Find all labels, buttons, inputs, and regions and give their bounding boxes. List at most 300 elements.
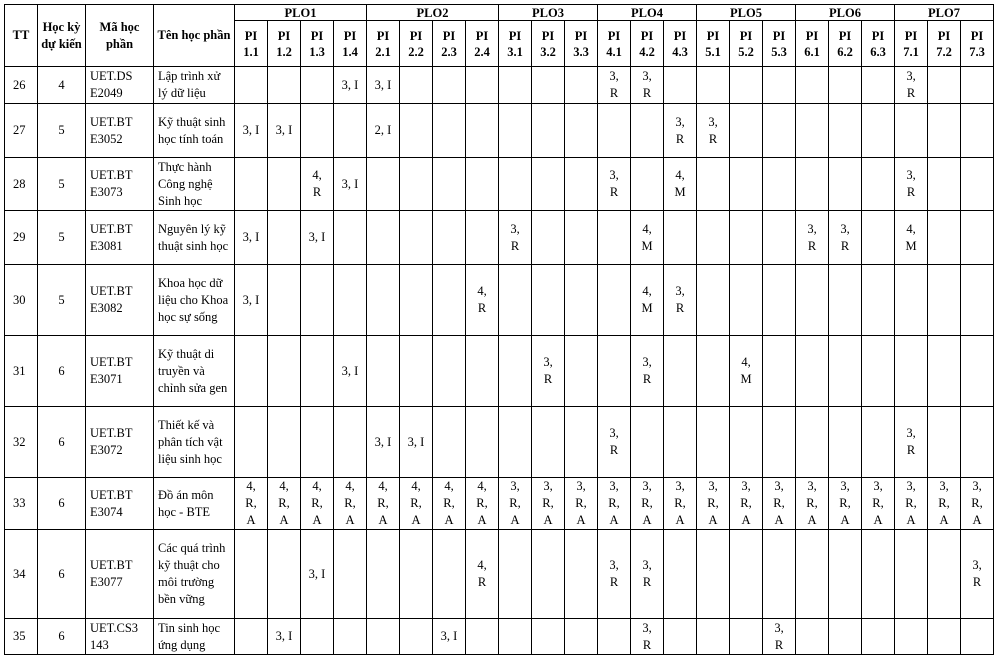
header-pi: PI 6.3: [862, 21, 895, 67]
row-semester: 6: [38, 336, 86, 407]
row-pi-mark: 3, I: [334, 67, 367, 104]
row-pi-mark: [301, 407, 334, 478]
row-pi-mark: [565, 104, 598, 158]
header-plo-group: PLO2: [367, 5, 499, 21]
row-pi-mark: 3, R: [895, 158, 928, 211]
row-pi-mark: [433, 104, 466, 158]
row-pi-mark: [268, 158, 301, 211]
row-pi-mark: [961, 265, 994, 336]
header-code: Mã học phần: [86, 5, 154, 67]
row-pi-mark: [367, 158, 400, 211]
table-row: [5, 407, 994, 478]
row-pi-mark: [466, 158, 499, 211]
row-pi-mark: [862, 407, 895, 478]
row-pi-mark: 4, M: [730, 336, 763, 407]
row-pi-mark: [763, 265, 796, 336]
row-pi-mark: 3, I: [301, 530, 334, 619]
row-pi-mark: [961, 67, 994, 104]
row-pi-mark: 3, R, A: [895, 478, 928, 530]
row-pi-mark: [235, 619, 268, 655]
header-pi: PI 4.1: [598, 21, 631, 67]
row-pi-mark: [466, 104, 499, 158]
row-pi-mark: 3, I: [268, 104, 301, 158]
row-pi-mark: [466, 336, 499, 407]
row-course-code: UET.BT E3082: [86, 265, 154, 336]
curriculum-matrix-table: [4, 4, 994, 655]
row-pi-mark: [796, 530, 829, 619]
header-pi: PI 5.2: [730, 21, 763, 67]
row-tt: 29: [5, 211, 38, 265]
row-pi-mark: [532, 407, 565, 478]
row-pi-mark: [367, 619, 400, 655]
row-tt: 28: [5, 158, 38, 211]
row-pi-mark: [730, 158, 763, 211]
row-pi-mark: 3, R: [631, 530, 664, 619]
row-pi-mark: 3, R: [664, 265, 697, 336]
header-plo-group: PLO5: [697, 5, 796, 21]
row-pi-mark: [532, 211, 565, 265]
row-course-code: UET.CS3 143: [86, 619, 154, 655]
row-pi-mark: 3, I: [400, 407, 433, 478]
row-pi-mark: [499, 104, 532, 158]
row-semester: 5: [38, 211, 86, 265]
table-row: [5, 104, 994, 158]
row-pi-mark: 4, R, A: [235, 478, 268, 530]
row-pi-mark: [664, 407, 697, 478]
row-pi-mark: [928, 336, 961, 407]
row-pi-mark: [565, 619, 598, 655]
row-pi-mark: 3, R: [895, 407, 928, 478]
row-pi-mark: [499, 336, 532, 407]
row-pi-mark: [796, 619, 829, 655]
row-pi-mark: [928, 211, 961, 265]
row-pi-mark: [862, 336, 895, 407]
row-pi-mark: 4, R, A: [334, 478, 367, 530]
row-pi-mark: [301, 67, 334, 104]
row-pi-mark: 4, M: [895, 211, 928, 265]
row-pi-mark: 3, R, A: [928, 478, 961, 530]
row-pi-mark: [301, 265, 334, 336]
row-pi-mark: [433, 530, 466, 619]
row-pi-mark: [796, 104, 829, 158]
row-pi-mark: [862, 158, 895, 211]
row-pi-mark: 3, R, A: [730, 478, 763, 530]
row-pi-mark: 3, I: [334, 158, 367, 211]
row-pi-mark: [928, 530, 961, 619]
row-semester: 6: [38, 530, 86, 619]
row-pi-mark: 3, R, A: [961, 478, 994, 530]
row-pi-mark: [532, 619, 565, 655]
row-pi-mark: [961, 104, 994, 158]
row-pi-mark: 3, I: [235, 265, 268, 336]
header-plo-group: PLO4: [598, 5, 697, 21]
header-semester: Học kỳ dự kiến: [38, 5, 86, 67]
row-pi-mark: [433, 158, 466, 211]
row-pi-mark: [862, 619, 895, 655]
row-pi-mark: 4, R: [466, 530, 499, 619]
row-pi-mark: [829, 530, 862, 619]
row-course-code: UET.BT E3081: [86, 211, 154, 265]
row-pi-mark: [895, 265, 928, 336]
row-pi-mark: [334, 211, 367, 265]
header-name: Tên học phần: [154, 5, 235, 67]
row-pi-mark: [961, 211, 994, 265]
row-pi-mark: [235, 158, 268, 211]
row-pi-mark: [961, 158, 994, 211]
row-pi-mark: 3, I: [367, 407, 400, 478]
row-course-name: Các quá trình kỹ thuật cho môi trường bền vững: [154, 530, 235, 619]
row-pi-mark: 3, I: [235, 211, 268, 265]
row-pi-mark: 4, R, A: [367, 478, 400, 530]
header-pi: PI 2.4: [466, 21, 499, 67]
row-pi-mark: 3, R: [598, 530, 631, 619]
row-pi-mark: 3, R: [499, 211, 532, 265]
row-pi-mark: 3, R, A: [565, 478, 598, 530]
row-pi-mark: [433, 265, 466, 336]
row-pi-mark: [400, 530, 433, 619]
header-tt: TT: [5, 5, 38, 67]
row-pi-mark: [565, 67, 598, 104]
row-pi-mark: 3, R, A: [697, 478, 730, 530]
row-pi-mark: [565, 407, 598, 478]
row-pi-mark: 3, R: [895, 67, 928, 104]
row-pi-mark: 3, R, A: [664, 478, 697, 530]
row-pi-mark: 3, I: [334, 336, 367, 407]
row-pi-mark: [730, 104, 763, 158]
row-semester: 5: [38, 265, 86, 336]
row-pi-mark: [697, 530, 730, 619]
row-pi-mark: 3, R: [829, 211, 862, 265]
row-pi-mark: [499, 67, 532, 104]
row-pi-mark: [565, 336, 598, 407]
table-header: [5, 5, 994, 67]
row-pi-mark: [697, 265, 730, 336]
row-pi-mark: [763, 158, 796, 211]
table-row: [5, 336, 994, 407]
row-pi-mark: 4, M: [631, 265, 664, 336]
row-pi-mark: [730, 619, 763, 655]
row-pi-mark: [598, 104, 631, 158]
row-pi-mark: [532, 265, 565, 336]
row-pi-mark: [400, 104, 433, 158]
header-pi: PI 1.2: [268, 21, 301, 67]
row-pi-mark: 3, R, A: [499, 478, 532, 530]
row-course-code: UET.BT E3073: [86, 158, 154, 211]
row-pi-mark: 3, R: [598, 158, 631, 211]
row-pi-mark: [367, 530, 400, 619]
row-pi-mark: [928, 265, 961, 336]
row-pi-mark: [697, 158, 730, 211]
row-pi-mark: [598, 619, 631, 655]
row-pi-mark: 3, R, A: [796, 478, 829, 530]
header-pi: PI 2.1: [367, 21, 400, 67]
row-pi-mark: [334, 619, 367, 655]
row-pi-mark: [367, 211, 400, 265]
row-tt: 32: [5, 407, 38, 478]
row-pi-mark: [367, 265, 400, 336]
row-pi-mark: [565, 158, 598, 211]
row-pi-mark: [664, 336, 697, 407]
header-plo-group: PLO3: [499, 5, 598, 21]
row-pi-mark: [268, 407, 301, 478]
row-pi-mark: [433, 336, 466, 407]
header-pi: PI 4.3: [664, 21, 697, 67]
row-pi-mark: [895, 336, 928, 407]
row-pi-mark: 3, R: [961, 530, 994, 619]
row-pi-mark: [598, 211, 631, 265]
row-pi-mark: [961, 407, 994, 478]
row-tt: 27: [5, 104, 38, 158]
row-pi-mark: 4, M: [664, 158, 697, 211]
row-semester: 5: [38, 104, 86, 158]
row-pi-mark: 3, R, A: [829, 478, 862, 530]
row-pi-mark: [532, 158, 565, 211]
row-pi-mark: [829, 158, 862, 211]
row-pi-mark: [664, 619, 697, 655]
row-pi-mark: [598, 336, 631, 407]
table-row: [5, 530, 994, 619]
row-course-name: Kỹ thuật sinh học tính toán: [154, 104, 235, 158]
row-pi-mark: [763, 407, 796, 478]
row-pi-mark: [961, 619, 994, 655]
row-pi-mark: [565, 265, 598, 336]
row-pi-mark: 3, I: [433, 619, 466, 655]
table-row: [5, 158, 994, 211]
header-plo-group: PLO6: [796, 5, 895, 21]
row-pi-mark: 3, I: [367, 67, 400, 104]
row-course-name: Tin sinh học ứng dụng: [154, 619, 235, 655]
row-pi-mark: [499, 158, 532, 211]
row-tt: 33: [5, 478, 38, 530]
row-pi-mark: [862, 211, 895, 265]
header-pi: PI 5.1: [697, 21, 730, 67]
row-pi-mark: 3, R: [631, 336, 664, 407]
row-pi-mark: 3, R, A: [763, 478, 796, 530]
header-pi: PI 6.1: [796, 21, 829, 67]
row-pi-mark: [301, 104, 334, 158]
row-course-name: Kỹ thuật di truyền và chỉnh sửa gen: [154, 336, 235, 407]
row-pi-mark: 3, R: [796, 211, 829, 265]
header-pi: PI 2.2: [400, 21, 433, 67]
row-semester: 5: [38, 158, 86, 211]
table-row: [5, 265, 994, 336]
row-pi-mark: [796, 336, 829, 407]
row-pi-mark: 3, R, A: [598, 478, 631, 530]
row-pi-mark: 3, R: [763, 619, 796, 655]
row-pi-mark: [829, 265, 862, 336]
row-pi-mark: [598, 265, 631, 336]
row-pi-mark: 4, R: [301, 158, 334, 211]
row-tt: 31: [5, 336, 38, 407]
row-pi-mark: [829, 104, 862, 158]
row-pi-mark: [862, 265, 895, 336]
table-row: [5, 478, 994, 530]
row-tt: 34: [5, 530, 38, 619]
row-pi-mark: [928, 619, 961, 655]
header-pi: PI 1.4: [334, 21, 367, 67]
table-row: [5, 67, 994, 104]
row-pi-mark: 3, I: [235, 104, 268, 158]
row-pi-mark: [400, 336, 433, 407]
header-pi: PI 4.2: [631, 21, 664, 67]
row-pi-mark: 3, R, A: [532, 478, 565, 530]
row-pi-mark: 3, R, A: [862, 478, 895, 530]
row-pi-mark: [499, 530, 532, 619]
row-pi-mark: [796, 158, 829, 211]
row-course-name: Nguyên lý kỹ thuật sinh học: [154, 211, 235, 265]
row-pi-mark: [400, 211, 433, 265]
row-pi-mark: [268, 67, 301, 104]
row-pi-mark: [829, 336, 862, 407]
row-course-name: Thiết kế và phân tích vật liệu sinh học: [154, 407, 235, 478]
row-pi-mark: [829, 67, 862, 104]
header-pi: PI 1.3: [301, 21, 334, 67]
row-pi-mark: 3, R: [598, 67, 631, 104]
row-pi-mark: [400, 619, 433, 655]
row-pi-mark: [631, 158, 664, 211]
row-pi-mark: [730, 407, 763, 478]
header-pi: PI 3.1: [499, 21, 532, 67]
table-row: [5, 211, 994, 265]
row-pi-mark: [466, 619, 499, 655]
row-pi-mark: [235, 530, 268, 619]
row-pi-mark: [961, 336, 994, 407]
row-course-code: UET.BT E3072: [86, 407, 154, 478]
row-tt: 30: [5, 265, 38, 336]
row-pi-mark: [895, 530, 928, 619]
row-pi-mark: [862, 67, 895, 104]
row-pi-mark: 4, R, A: [301, 478, 334, 530]
row-pi-mark: [433, 211, 466, 265]
row-pi-mark: [565, 211, 598, 265]
row-pi-mark: [928, 158, 961, 211]
row-pi-mark: [796, 67, 829, 104]
row-pi-mark: [532, 104, 565, 158]
row-pi-mark: [895, 104, 928, 158]
row-pi-mark: 3, R, A: [631, 478, 664, 530]
row-pi-mark: [565, 530, 598, 619]
row-tt: 26: [5, 67, 38, 104]
row-pi-mark: [763, 530, 796, 619]
row-semester: 6: [38, 407, 86, 478]
row-pi-mark: 4, R, A: [466, 478, 499, 530]
row-pi-mark: 3, R: [598, 407, 631, 478]
row-pi-mark: [367, 336, 400, 407]
row-pi-mark: [730, 265, 763, 336]
row-pi-mark: [268, 211, 301, 265]
row-pi-mark: 3, R: [664, 104, 697, 158]
row-pi-mark: 3, I: [301, 211, 334, 265]
row-pi-mark: [928, 407, 961, 478]
row-course-code: UET.DS E2049: [86, 67, 154, 104]
row-pi-mark: [235, 67, 268, 104]
row-pi-mark: [730, 530, 763, 619]
row-pi-mark: [235, 336, 268, 407]
row-course-name: Lập trình xử lý dữ liệu: [154, 67, 235, 104]
row-pi-mark: [268, 530, 301, 619]
row-tt: 35: [5, 619, 38, 655]
row-pi-mark: [334, 407, 367, 478]
row-pi-mark: [499, 265, 532, 336]
row-course-name: Khoa học dữ liệu cho Khoa học sự sống: [154, 265, 235, 336]
header-pi: PI 7.2: [928, 21, 961, 67]
row-pi-mark: [664, 211, 697, 265]
row-pi-mark: [763, 104, 796, 158]
row-pi-mark: 3, I: [268, 619, 301, 655]
row-course-code: UET.BT E3071: [86, 336, 154, 407]
row-pi-mark: 4, R, A: [433, 478, 466, 530]
row-pi-mark: [697, 211, 730, 265]
row-pi-mark: [334, 104, 367, 158]
header-pi: PI 6.2: [829, 21, 862, 67]
row-course-code: UET.BT E3052: [86, 104, 154, 158]
row-pi-mark: [928, 104, 961, 158]
row-pi-mark: [268, 336, 301, 407]
row-pi-mark: 2, I: [367, 104, 400, 158]
header-pi: PI 5.3: [763, 21, 796, 67]
row-pi-mark: [334, 530, 367, 619]
header-plo-group: PLO7: [895, 5, 994, 21]
row-pi-mark: [466, 211, 499, 265]
row-pi-mark: [433, 67, 466, 104]
row-pi-mark: [895, 619, 928, 655]
row-pi-mark: [532, 530, 565, 619]
row-pi-mark: [763, 211, 796, 265]
row-pi-mark: 3, R: [631, 67, 664, 104]
row-semester: 4: [38, 67, 86, 104]
row-pi-mark: [730, 211, 763, 265]
row-pi-mark: 3, R: [631, 619, 664, 655]
row-pi-mark: [697, 67, 730, 104]
header-plo-group: PLO1: [235, 5, 367, 21]
row-pi-mark: 3, R: [697, 104, 730, 158]
row-pi-mark: 3, R: [532, 336, 565, 407]
header-pi: PI 7.3: [961, 21, 994, 67]
row-pi-mark: [763, 336, 796, 407]
row-pi-mark: [499, 407, 532, 478]
row-course-name: Thực hành Công nghệ Sinh học: [154, 158, 235, 211]
row-pi-mark: [466, 67, 499, 104]
row-pi-mark: [499, 619, 532, 655]
header-pi: PI 7.1: [895, 21, 928, 67]
row-course-name: Đồ án môn học - BTE: [154, 478, 235, 530]
table-body: [5, 67, 994, 655]
row-pi-mark: [697, 407, 730, 478]
row-pi-mark: 4, R, A: [268, 478, 301, 530]
row-pi-mark: [829, 619, 862, 655]
row-pi-mark: [631, 407, 664, 478]
row-pi-mark: [730, 67, 763, 104]
row-pi-mark: [268, 265, 301, 336]
row-pi-mark: [664, 67, 697, 104]
row-pi-mark: [400, 158, 433, 211]
row-pi-mark: [796, 265, 829, 336]
row-pi-mark: [664, 530, 697, 619]
row-pi-mark: [697, 619, 730, 655]
row-pi-mark: [301, 336, 334, 407]
row-semester: 6: [38, 619, 86, 655]
row-pi-mark: [829, 407, 862, 478]
row-pi-mark: [631, 104, 664, 158]
row-pi-mark: [400, 265, 433, 336]
row-pi-mark: [796, 407, 829, 478]
row-pi-mark: [763, 67, 796, 104]
row-course-code: UET.BT E3077: [86, 530, 154, 619]
row-course-code: UET.BT E3074: [86, 478, 154, 530]
row-pi-mark: [862, 530, 895, 619]
header-pi: PI 2.3: [433, 21, 466, 67]
row-pi-mark: 4, M: [631, 211, 664, 265]
